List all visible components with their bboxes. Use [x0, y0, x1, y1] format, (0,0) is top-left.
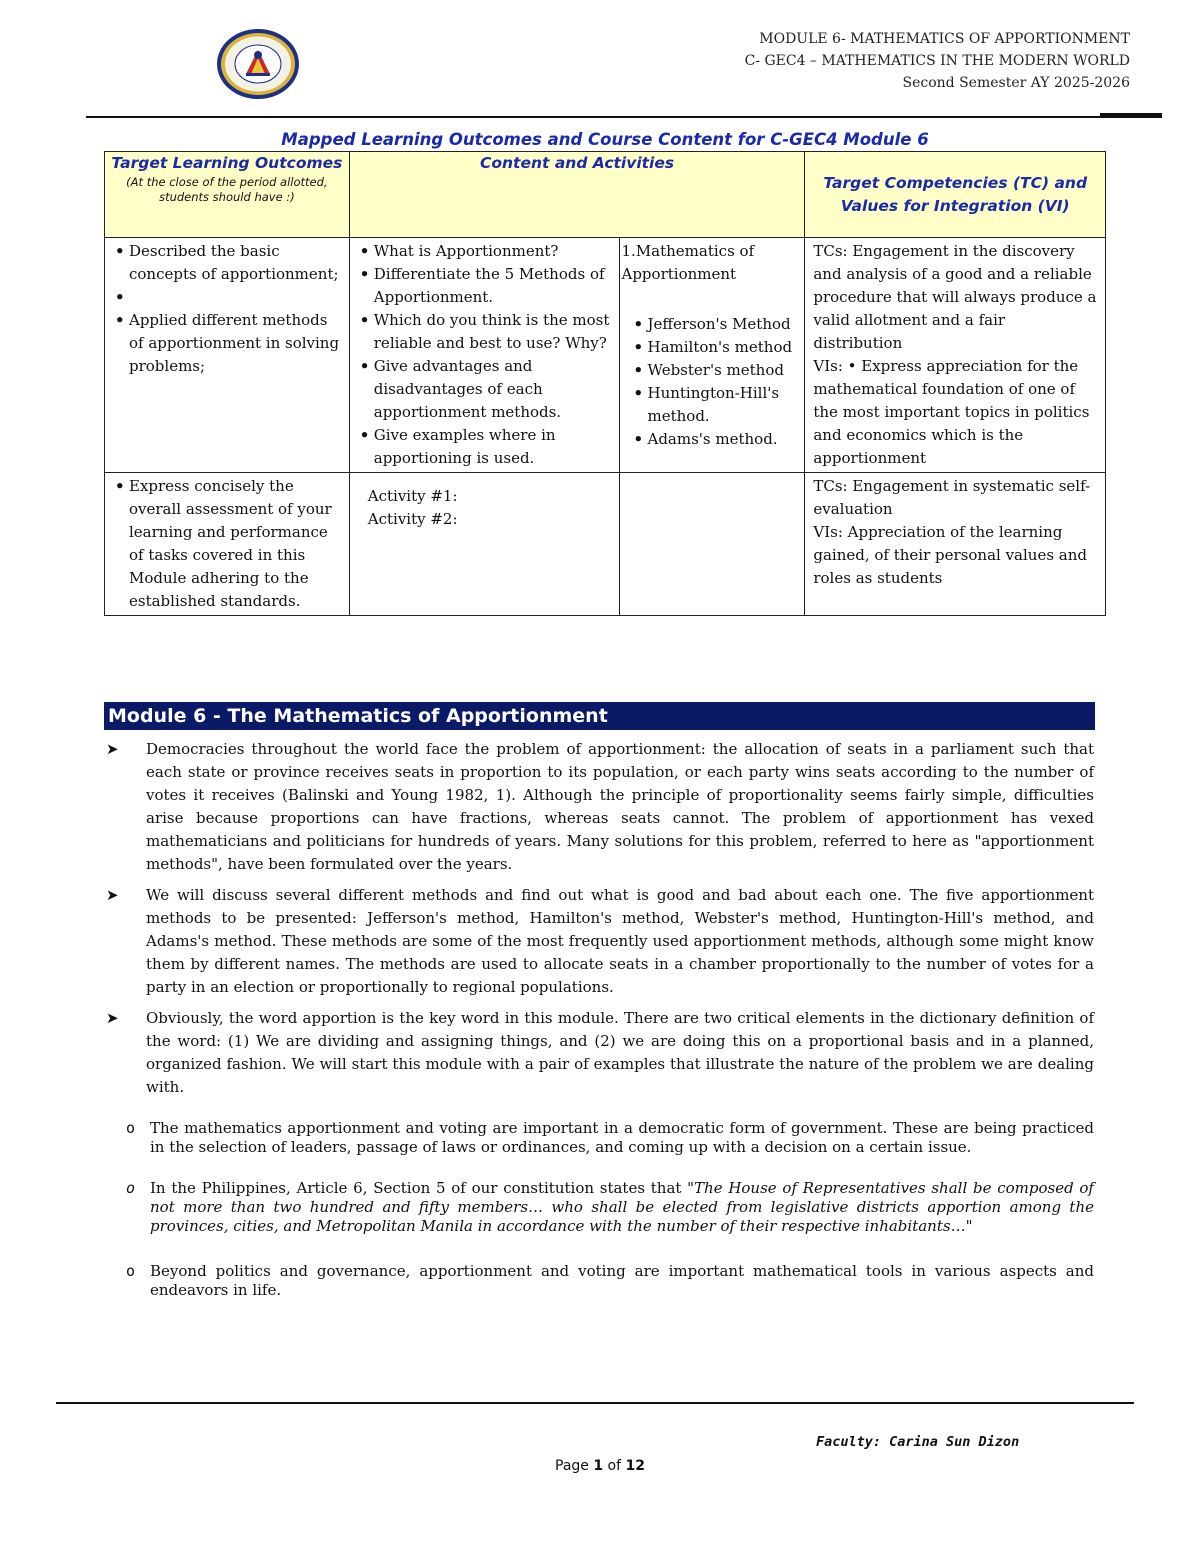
list-item: • Give advantages and disadvantages of each apportionment methods.	[358, 355, 615, 424]
faculty-name: Faculty: Carina Sun Dizon	[816, 1434, 1020, 1450]
row1-activities-cell	[349, 238, 619, 473]
list-item: • Described the basic concepts of apportionment;	[113, 240, 345, 286]
sub-paragraph	[104, 1119, 1094, 1157]
header-rule	[86, 116, 1162, 118]
list-item: • Differentiate the 5 Methods of Apportionment.	[358, 263, 615, 309]
list-item: • What is Apportionment?	[358, 240, 615, 263]
paragraph	[104, 1007, 1094, 1099]
table-header-row	[105, 152, 1106, 238]
row1-tc: TCs: Engagement in the discovery and analysis of a good and a reliable procedure that will always produce a valid allotment and a fair distribution	[813, 242, 1097, 352]
row1-vi: VIs: • Express appreciation for the mathematical foundation of one of the most important topics in politics and economics which is the apportionment	[813, 357, 1090, 467]
spacer	[620, 288, 805, 311]
sub-paragraph-text: The mathematics apportionment and voting are important in a democratic form of government. These are being practiced in the selection of leaders, passage of laws or ordinances, and coming up with a decision on a certain issue.	[150, 1119, 1094, 1156]
sub-paragraph	[104, 1262, 1094, 1300]
header-course-line: C- GEC4 – MATHEMATICS IN THE MODERN WORLD	[744, 53, 1130, 69]
header-content: Content and Activities	[349, 152, 805, 238]
spacer	[113, 286, 345, 309]
row1-outcomes-cell	[105, 238, 350, 473]
header-semester-line: Second Semester AY 2025-2026	[902, 75, 1130, 91]
circle-bullet-icon: o	[126, 1179, 136, 1197]
list-item: • Jefferson's Method	[632, 313, 801, 336]
list-item: • Give examples where in apportioning is used.	[358, 424, 615, 470]
paragraph	[104, 884, 1094, 999]
circle-bullet-icon: o	[126, 1119, 136, 1137]
table-title: Mapped Learning Outcomes and Course Content for C-GEC4 Module 6	[281, 130, 929, 149]
header-module-line: MODULE 6- MATHEMATICS OF APPORTIONMENT	[759, 31, 1130, 47]
list-item: • Hamilton's method	[632, 336, 801, 359]
list-item: • Which do you think is the most reliable and best to use? Why?	[358, 309, 615, 355]
footer-rule	[56, 1402, 1134, 1404]
of-word: of	[603, 1458, 626, 1474]
list-item: • Huntington-Hill's method.	[632, 382, 801, 428]
page-total: 12	[625, 1458, 645, 1474]
header-outcomes-sub: (At the close of the period allotted, students should have :)	[126, 175, 328, 204]
header-course-info	[745, 28, 1130, 94]
list-item: • Webster's method	[632, 359, 801, 382]
table-row	[105, 473, 1106, 616]
header-outcomes	[105, 152, 350, 238]
paragraph-text: We will discuss several different methods and find out what is good and bad about each one. The five apportionment methods to be presented: Jefferson's method, Hamilton's method, Webster's method, Huntington-Hill's method, and Adams's method. These methods are some of the most frequently used apportionment methods, although some might know them by different names. The methods are used to allocate seats in a chamber proportionally to the number of votes for a party in an election or proportionally to regional populations.	[146, 886, 1094, 996]
activity-2: Activity #2:	[367, 510, 458, 528]
paragraph-text: Obviously, the word apportion is the key word in this module. There are two critical elements in the dictionary definition of the word: (1) We are dividing and assigning things, and (2) we are doing this on a proportional basis and in a planned, organized fashion. We will start this module with a pair of examples that illustrate the nature of the problem we are dealing with.	[146, 1009, 1094, 1096]
row1-competencies-cell	[805, 238, 1106, 473]
page-number	[0, 1458, 1200, 1474]
paragraph	[104, 738, 1094, 876]
row2-content-cell	[619, 473, 805, 616]
sub-paragraph	[104, 1179, 1094, 1236]
list-item: • Adams's method.	[632, 428, 801, 451]
page-header	[0, 0, 1200, 125]
row2-vi: VIs: Appreciation of the learning gained, of their personal values and roles as students	[813, 523, 1087, 587]
row2-competencies-cell	[805, 473, 1106, 616]
row2-outcomes-cell	[105, 473, 350, 616]
quote-close: "	[965, 1217, 973, 1235]
arrow-bullet-icon: ➤	[106, 886, 119, 904]
row2-tc: TCs: Engagement in systematic self-evaluation	[813, 477, 1091, 518]
constitution-quote: The House of Representatives shall be composed of not more than two hundred and fifty members… who shall be elected from legislative districts apportion among the provinces, cities, and Metropolitan Manila in accordance with the number of their respective inhabitants…	[150, 1179, 1094, 1235]
list-item: • Applied different methods of apportionment in solving problems;	[113, 309, 345, 378]
sub-paragraph-lead: In the Philippines, Article 6, Section 5 of our constitution states that "	[150, 1179, 695, 1197]
learning-outcomes-table	[104, 151, 1106, 616]
header-outcomes-label: Target Learning Outcomes	[111, 154, 343, 172]
header-competencies: Target Competencies (TC) and Values for Integration (VI)	[805, 152, 1106, 238]
arrow-bullet-icon: ➤	[106, 740, 119, 758]
row1-content-cell	[619, 238, 805, 473]
row2-activities-cell	[349, 473, 619, 616]
university-seal-logo	[216, 28, 300, 100]
table-row	[105, 238, 1106, 473]
content-heading: 1.Mathematics of Apportionment	[621, 242, 755, 283]
circle-bullet-icon: o	[126, 1262, 136, 1280]
list-item: • Express concisely the overall assessment of your learning and performance of tasks covered in this Module adhering to the established standards.	[113, 475, 345, 613]
header-rule-accent	[1100, 113, 1162, 117]
activity-1: Activity #1:	[367, 487, 458, 505]
paragraph-text: Democracies throughout the world face the problem of apportionment: the allocation of seats in a parliament such that each state or province receives seats in proportion to its population, or each party wins seats according to the number of votes it receives (Balinski and Young 1982, 1). Although the principle of proportionality seems fairly simple, difficulties arise because proportions can have fractions, whereas seats cannot. The problem of apportionment has vexed mathematicians and politicians for hundreds of years. Many solutions for this problem, referred to here as "apportionment methods", have been formulated over the years.	[146, 740, 1094, 873]
section-title-bar: Module 6 - The Mathematics of Apportionment	[104, 702, 1095, 730]
module-body	[104, 738, 1094, 1300]
arrow-bullet-icon: ➤	[106, 1009, 119, 1027]
page-current: 1	[593, 1458, 604, 1474]
page-word: Page	[555, 1458, 594, 1474]
sub-paragraph-text: Beyond politics and governance, apportionment and voting are important mathematical tools in various aspects and endeavors in life.	[150, 1262, 1094, 1299]
